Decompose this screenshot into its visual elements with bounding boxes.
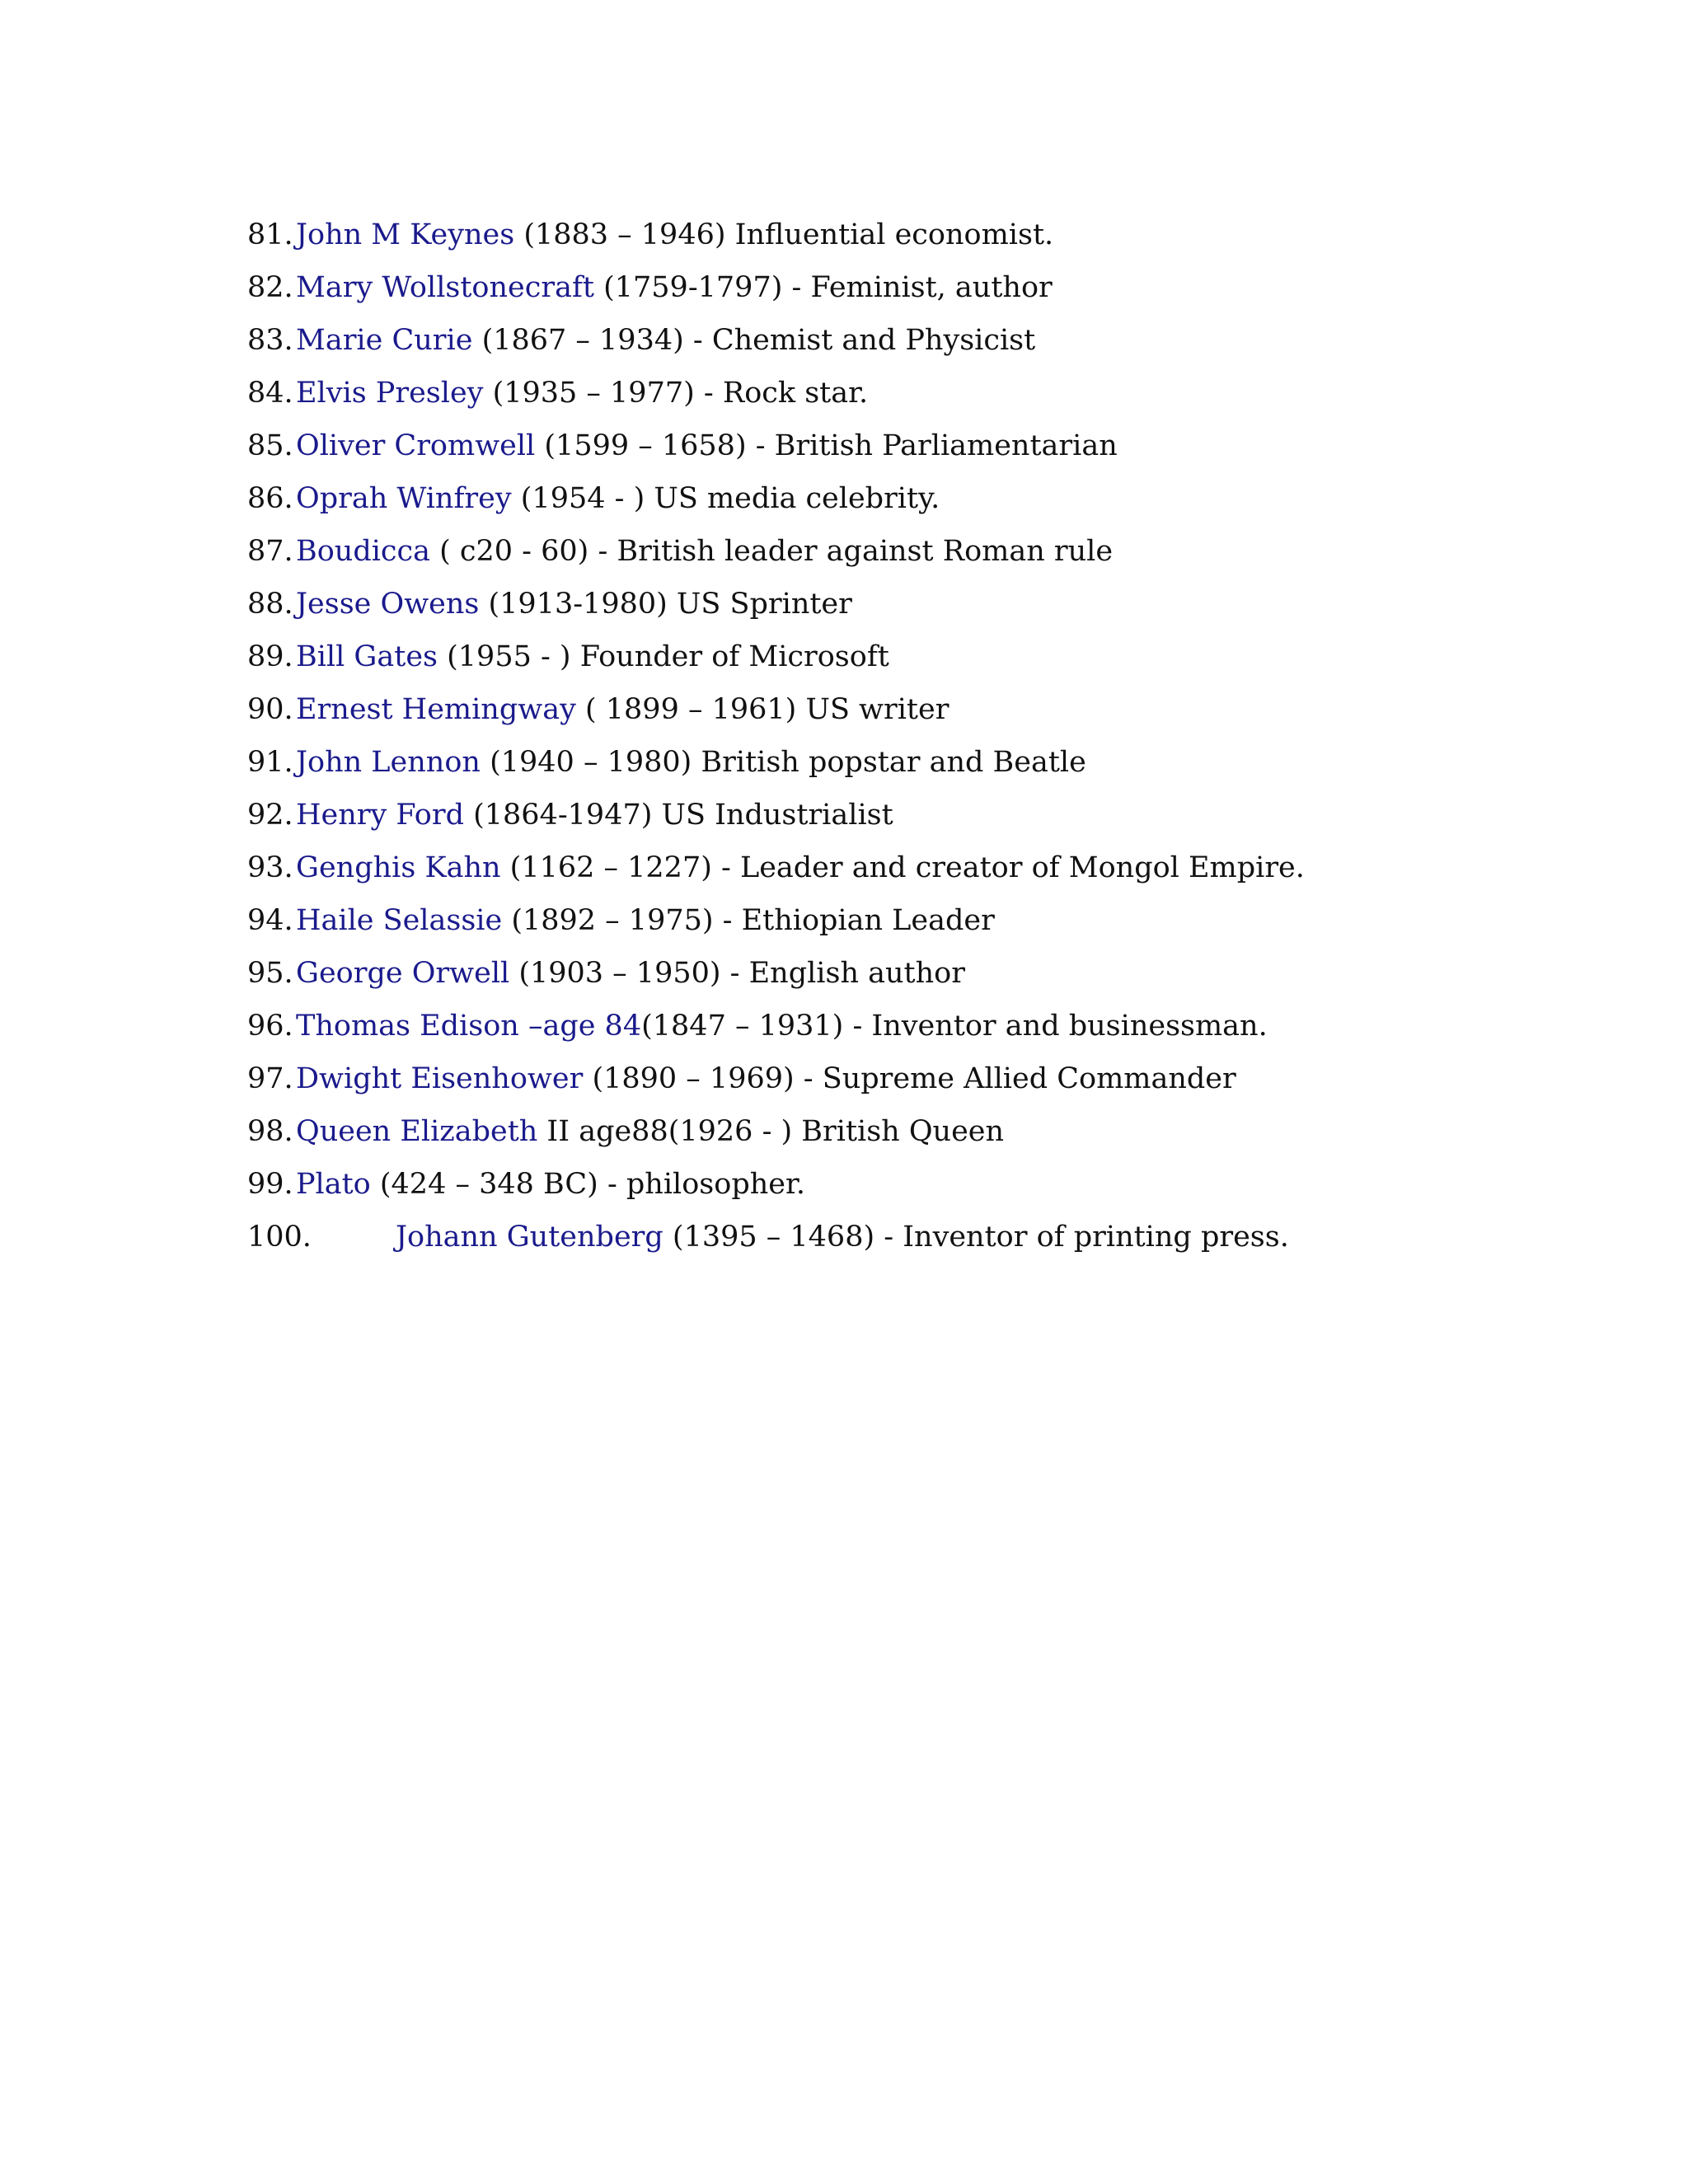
item-number: 93. — [247, 851, 293, 884]
item-number: 85. — [247, 429, 293, 462]
person-link[interactable]: Elvis Presley — [296, 377, 484, 410]
item-entry — [296, 371, 868, 415]
list-item — [247, 951, 1648, 1004]
item-number: 86. — [247, 482, 293, 515]
item-description: (1162 – 1227) - Leader and creator of Mongol Empire. — [500, 851, 1305, 884]
item-entry — [296, 424, 1118, 468]
item-number: 81. — [247, 218, 293, 251]
item-number: 84. — [247, 377, 293, 410]
item-number: 90. — [247, 693, 293, 726]
person-link[interactable]: Queen Elizabeth — [296, 1115, 538, 1148]
list-item — [247, 371, 1648, 424]
person-link[interactable]: John M Keynes — [296, 218, 515, 251]
item-entry — [296, 1162, 805, 1207]
item-entry — [296, 213, 1053, 257]
item-description: (1954 - ) US media celebrity. — [511, 482, 940, 515]
item-description: (1759-1797) - Feminist, author — [593, 271, 1053, 304]
list-item — [247, 635, 1648, 687]
item-number: 88. — [247, 588, 293, 621]
item-number: 94. — [247, 904, 293, 937]
list-item — [247, 1057, 1648, 1109]
item-description: ( 1899 – 1961) US writer — [575, 693, 950, 726]
item-number: 97. — [247, 1062, 293, 1095]
list-item — [247, 793, 1648, 846]
person-link[interactable]: Ernest Hemingway — [296, 693, 576, 726]
item-description: (1867 – 1934) - Chemist and Physicist — [472, 324, 1036, 357]
item-description: (1903 – 1950) - English author — [509, 957, 965, 990]
item-number: 87. — [247, 535, 293, 568]
item-description: (1883 – 1946) Influential economist. — [514, 218, 1054, 251]
item-entry — [296, 318, 1035, 363]
person-link[interactable]: Haile Selassie — [296, 904, 503, 937]
item-description: (1599 – 1658) - British Parliamentarian — [535, 429, 1118, 462]
item-number: 92. — [247, 799, 293, 832]
item-entry — [296, 898, 995, 943]
person-link[interactable]: Genghis Kahn — [296, 851, 501, 884]
item-description: (1890 – 1969) - Supreme Allied Commander — [583, 1062, 1236, 1095]
item-entry — [296, 582, 852, 626]
list-item — [247, 846, 1648, 898]
item-entry — [296, 635, 889, 679]
list-item — [247, 582, 1648, 635]
item-description: (1864-1947) US Industrialist — [463, 799, 893, 832]
item-description: (1395 – 1468) - Inventor of printing press. — [663, 1221, 1289, 1254]
item-number: 83. — [247, 324, 293, 357]
list-item — [247, 1215, 1648, 1268]
item-entry — [296, 529, 1113, 574]
person-link[interactable]: Henry Ford — [296, 799, 464, 832]
list-item — [247, 213, 1648, 265]
item-number: 99. — [247, 1168, 293, 1201]
person-link[interactable]: George Orwell — [296, 957, 510, 990]
item-description: (1955 - ) Founder of Microsoft — [438, 640, 889, 673]
list-item — [247, 740, 1648, 793]
item-entry — [296, 476, 940, 521]
person-link[interactable]: Thomas Edison –age 84 — [296, 1010, 642, 1043]
list-item — [247, 318, 1648, 371]
item-entry — [296, 265, 1053, 310]
item-description: ( c20 - 60) - British leader against Roman rule — [430, 535, 1114, 568]
person-link[interactable]: Plato — [296, 1168, 371, 1201]
item-number: 98. — [247, 1115, 293, 1148]
item-description: (1935 – 1977) - Rock star. — [483, 377, 869, 410]
list-item — [247, 424, 1648, 476]
list-item — [247, 1162, 1648, 1215]
list-item — [247, 529, 1648, 582]
list-item — [247, 898, 1648, 951]
list-item — [247, 1004, 1648, 1057]
person-link[interactable]: Oprah Winfrey — [296, 482, 512, 515]
famous-people-list — [247, 213, 1648, 1268]
item-number: 91. — [247, 746, 293, 779]
person-link[interactable]: Jesse Owens — [296, 588, 480, 621]
list-item — [247, 687, 1648, 740]
list-item — [247, 1109, 1648, 1162]
item-description: (1940 – 1980) British popstar and Beatle — [480, 746, 1086, 779]
item-entry — [296, 740, 1086, 785]
item-description: (1913-1980) US Sprinter — [479, 588, 852, 621]
item-entry — [296, 951, 965, 996]
item-entry — [296, 1057, 1236, 1101]
item-description: II age88(1926 - ) British Queen — [537, 1115, 1005, 1148]
list-item — [247, 265, 1648, 318]
item-number: 89. — [247, 640, 293, 673]
item-entry — [296, 1109, 1004, 1154]
item-number: 95. — [247, 957, 293, 990]
person-link[interactable]: John Lennon — [296, 746, 481, 779]
item-number: 100. — [247, 1221, 312, 1254]
item-description: (424 – 348 BC) - philosopher. — [370, 1168, 806, 1201]
item-entry — [296, 1004, 1268, 1048]
item-entry — [296, 793, 893, 837]
person-link[interactable]: Dwight Eisenhower — [296, 1062, 584, 1095]
list-item — [247, 476, 1648, 529]
person-link[interactable]: Bill Gates — [296, 640, 438, 673]
person-link[interactable]: Mary Wollstonecraft — [296, 271, 594, 304]
item-number: 96. — [247, 1010, 293, 1043]
item-entry — [296, 846, 1305, 890]
item-entry — [296, 687, 949, 732]
person-link[interactable]: Oliver Cromwell — [296, 429, 536, 462]
item-entry — [396, 1215, 1289, 1259]
item-description: (1892 – 1975) - Ethiopian Leader — [502, 904, 995, 937]
person-link[interactable]: Marie Curie — [296, 324, 473, 357]
person-link[interactable]: Boudicca — [296, 535, 431, 568]
item-description: (1847 – 1931) - Inventor and businessman. — [641, 1010, 1268, 1043]
item-number: 82. — [247, 271, 293, 304]
person-link[interactable]: Johann Gutenberg — [396, 1221, 663, 1254]
